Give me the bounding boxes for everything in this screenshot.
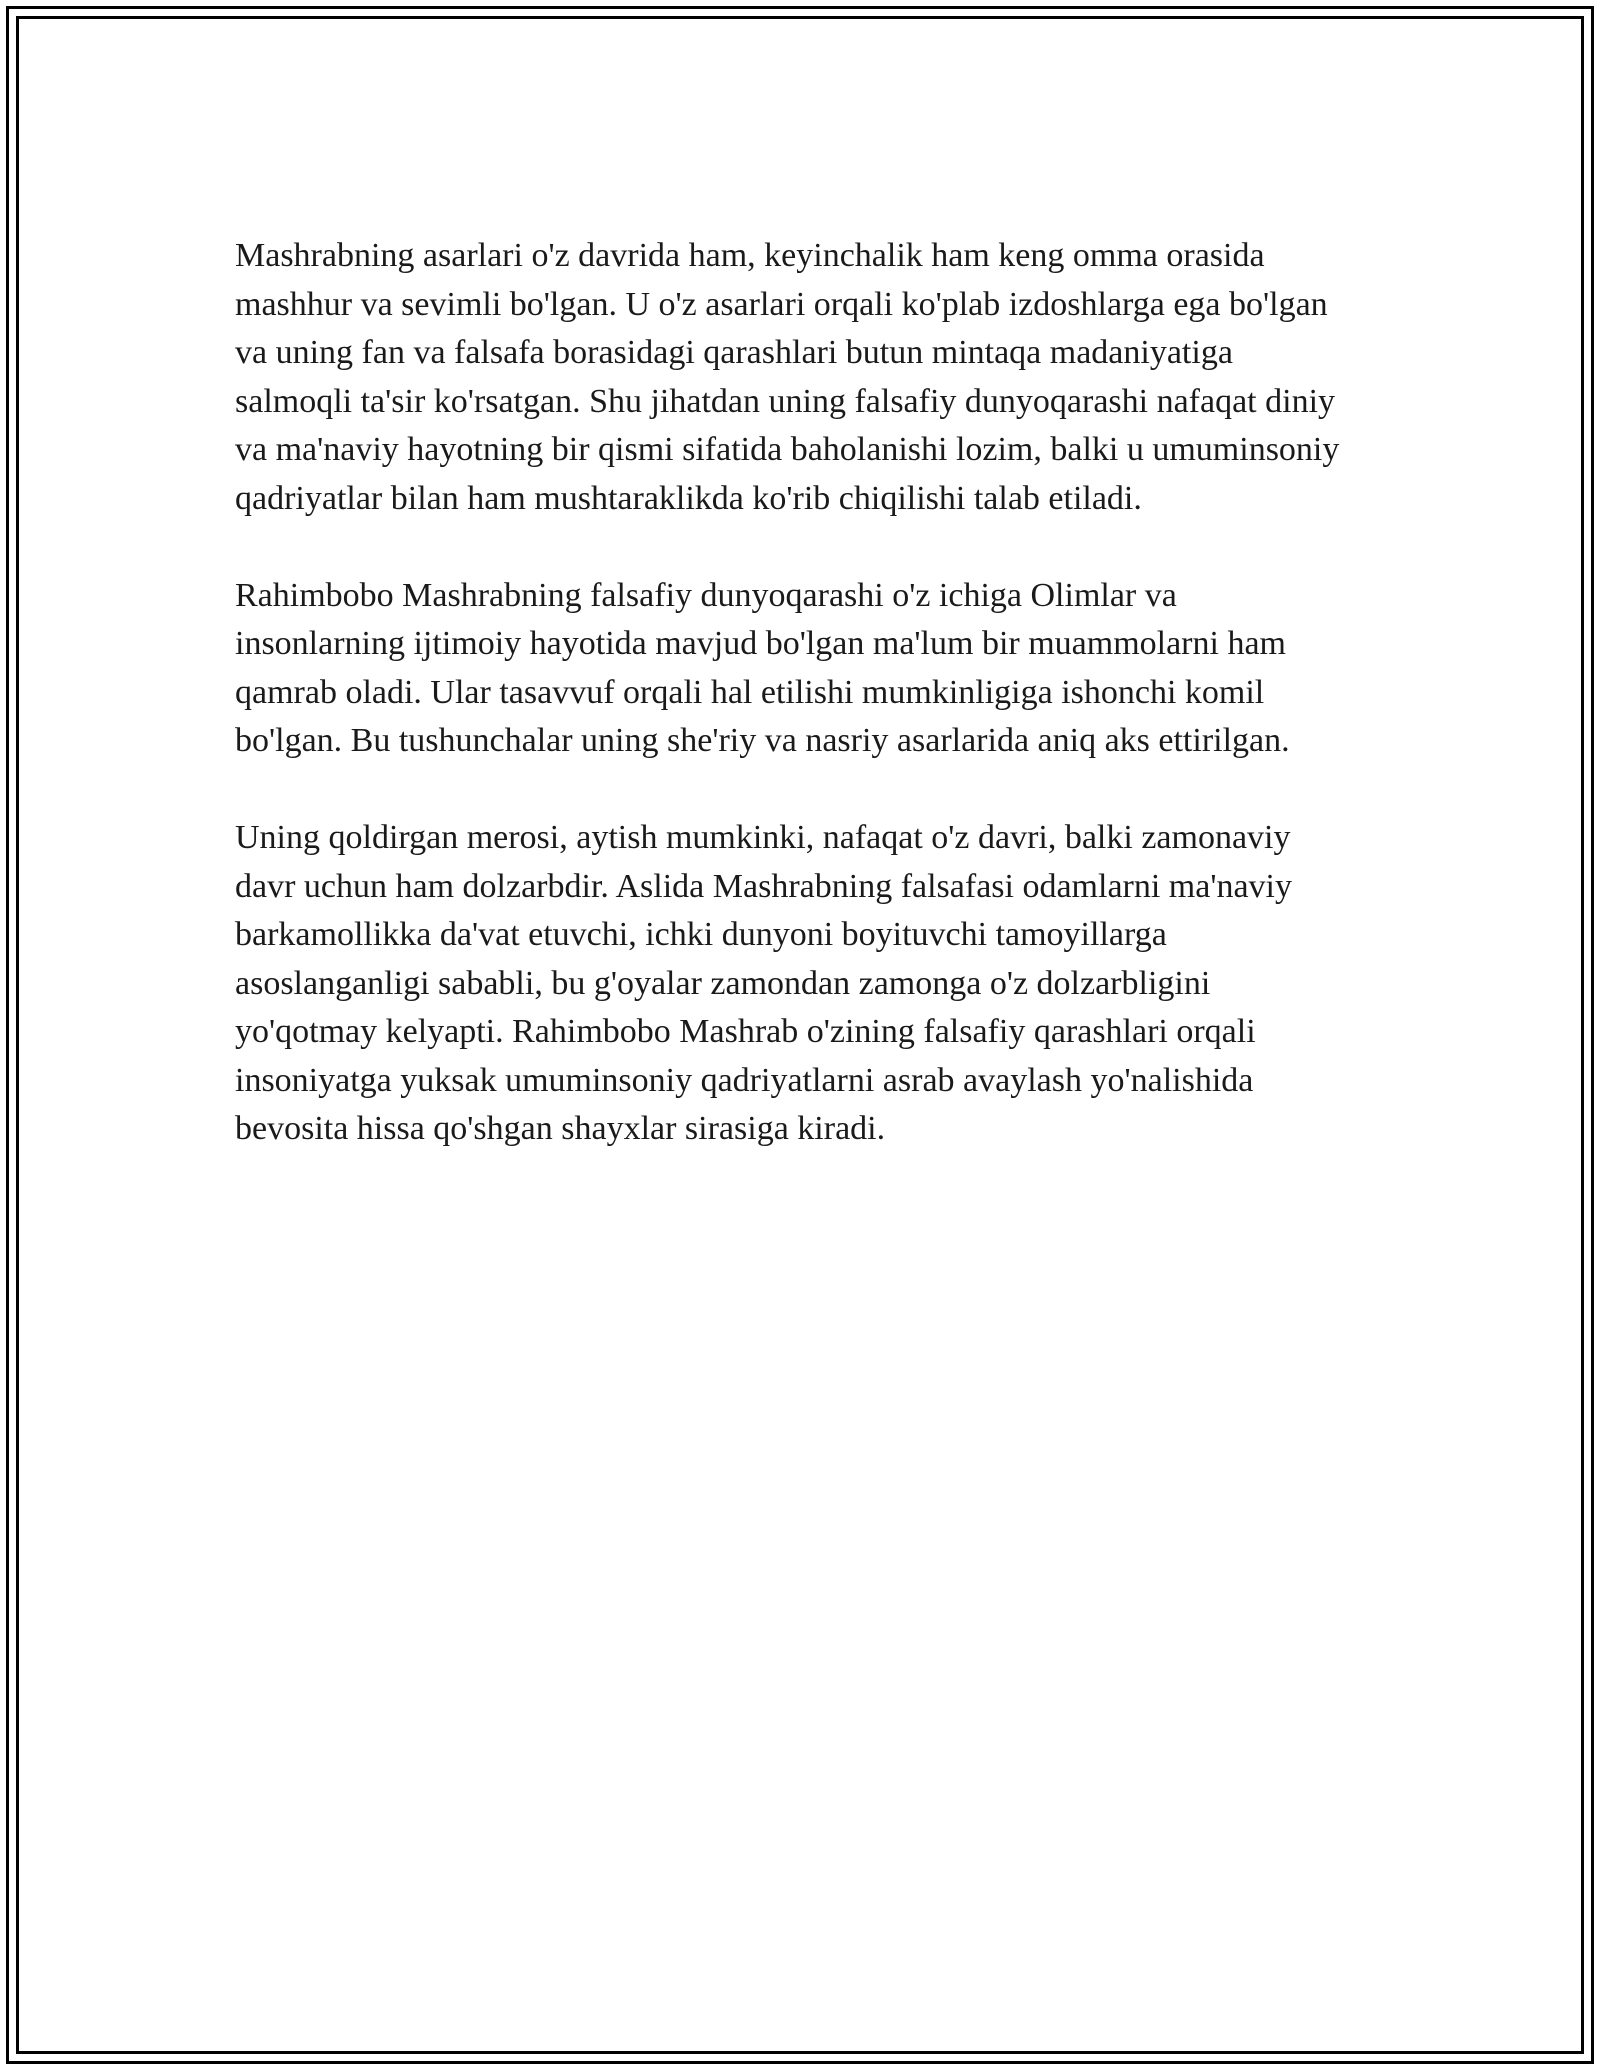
paragraph-1: Mashrabning asarlari o'z davrida ham, keyinchalik ham keng omma orasida mashhur va sevimli bo'lgan. U o'z asarlari orqali ko'plab izdoshlarga ega bo'lgan va uning fan va falsafa borasidagi qarashlari butun mintaqa madaniyatiga salmoqli ta'sir ko'rsatgan. Shu jihatdan uning falsafiy dunyoqarashi nafaqat diniy va ma'naviy hayotning bir qismi sifatida baholanishi lozim, balki u umuminsoniy qadriyatlar bilan ham mushtaraklikda ko'rib chiqilishi talab etiladi. bbox=[235, 237, 1340, 517]
document-body bbox=[235, 232, 1355, 1202]
paragraph-3: Uning qoldirgan merosi, aytish mumkinki, nafaqat o'z davri, balki zamonaviy davr uchun ham dolzarbdir. Aslida Mashrabning falsafasi odamlarni ma'naviy barkamollikka da'vat etuvchi, ichki dunyoni boyituvchi tamoyillarga asoslanganligi sababli, bu g'oyalar zamondan zamonga o'z dolzarbligini yo'qotmay kelyapti. Rahimbobo Mashrab o'zining falsafiy qarashlari orqali insoniyatga yuksak umuminsoniy qadriyatlarni asrab avaylash yo'nalishida bevosita hissa qo'shgan shayxlar sirasiga kiradi. bbox=[235, 819, 1293, 1147]
paragraph-2: Rahimbobo Mashrabning falsafiy dunyoqarashi o'z ichiga Olimlar va insonlarning ijtimoiy hayotida mavjud bo'lgan ma'lum bir muammolarni ham qamrab oladi. Ular tasavvuf orqali hal etilishi mumkinligiga ishonchi komil bo'lgan. Bu tushunchalar uning she'riy va nasriy asarlarida aniq aks ettirilgan. bbox=[235, 576, 1290, 759]
